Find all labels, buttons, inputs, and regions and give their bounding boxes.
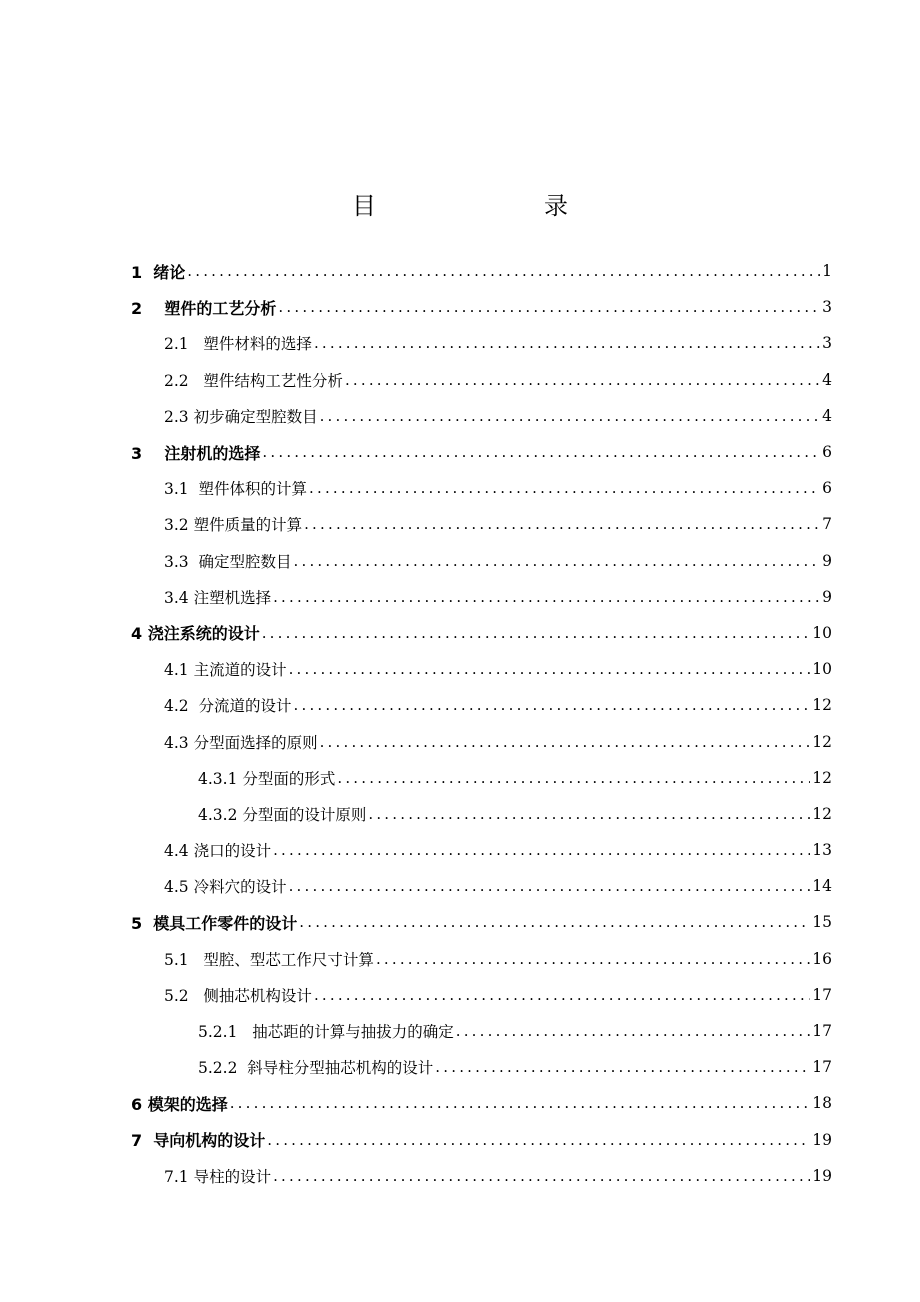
toc-entry-page-number: 17 — [812, 1058, 832, 1077]
toc-entry-title: 2.3 初步确定型腔数目 — [164, 407, 318, 426]
toc-entry-page-number: 18 — [812, 1094, 832, 1113]
toc-entry-title: 4.3.1 分型面的形式 — [198, 769, 336, 788]
toc-entry-title: 3.1 塑件体积的计算 — [164, 480, 308, 499]
toc-entry[interactable] — [0, 832, 920, 868]
toc-dot-leader — [187, 262, 820, 280]
toc-entry-page-number: 3 — [822, 334, 832, 353]
toc-entry[interactable] — [0, 470, 920, 506]
toc-entry[interactable] — [0, 651, 920, 687]
toc-entry-title: 5.1 型腔、型芯工作尺寸计算 — [164, 950, 374, 969]
toc-entry-title: 5.2.2 斜导柱分型抽芯机构的设计 — [198, 1059, 434, 1078]
toc-entry[interactable] — [0, 325, 920, 361]
toc-entry-title: 4.3.2 分型面的设计原则 — [198, 805, 367, 824]
toc-entry-title: 7 导向机构的设计 — [131, 1131, 266, 1151]
toc-entry-title: 4.2 分流道的设计 — [164, 697, 292, 716]
toc-dot-leader — [309, 479, 820, 497]
toc-entry-page-number: 12 — [812, 696, 832, 715]
toc-entry-title: 4.3 分型面选择的原则 — [164, 733, 318, 752]
toc-entry[interactable] — [0, 1122, 920, 1158]
toc-dot-leader — [289, 660, 811, 678]
toc-entry[interactable] — [0, 579, 920, 615]
toc-dot-leader — [294, 696, 811, 714]
toc-entry-title: 2 塑件的工艺分析 — [131, 298, 277, 318]
toc-entry-title: 3.2 塑件质量的计算 — [164, 516, 303, 535]
toc-dot-leader — [376, 950, 810, 968]
toc-entry-page-number: 12 — [812, 804, 832, 823]
toc-entry-title: 7.1 导柱的设计 — [164, 1167, 272, 1186]
toc-entry[interactable] — [0, 1085, 920, 1121]
toc-entry-page-number: 17 — [812, 985, 832, 1004]
toc-title: 目 录 — [352, 192, 608, 220]
toc-entry-page-number: 16 — [812, 949, 832, 968]
toc-entry[interactable] — [0, 904, 920, 940]
toc-entry-title: 3 注射机的选择 — [131, 443, 261, 463]
toc-dot-leader — [299, 913, 810, 931]
toc-dot-leader — [273, 841, 810, 859]
toc-dot-leader — [320, 407, 821, 425]
toc-entry[interactable] — [0, 868, 920, 904]
toc-entry-page-number: 9 — [822, 551, 832, 570]
toc-dot-leader — [456, 1022, 811, 1040]
toc-entry[interactable] — [0, 1049, 920, 1085]
toc-entry[interactable] — [0, 687, 920, 723]
toc-entry[interactable] — [0, 1158, 920, 1194]
toc-entry-title: 5.2 侧抽芯机构设计 — [164, 986, 312, 1005]
toc-entry[interactable] — [0, 289, 920, 325]
toc-entry-page-number: 15 — [812, 913, 832, 932]
toc-entry-title: 4.4 浇口的设计 — [164, 842, 272, 861]
toc-entry[interactable] — [0, 506, 920, 542]
toc-entry[interactable] — [0, 941, 920, 977]
toc-entry-page-number: 17 — [812, 1022, 832, 1041]
toc-entry-page-number: 6 — [822, 479, 832, 498]
toc-dot-leader — [294, 552, 821, 570]
toc-entry-page-number: 13 — [812, 841, 832, 860]
toc-entry[interactable] — [0, 760, 920, 796]
toc-entry-title: 4.1 主流道的设计 — [164, 661, 287, 680]
toc-entry-page-number: 9 — [822, 587, 832, 606]
toc-entry-page-number: 1 — [822, 262, 832, 281]
toc-dot-leader — [314, 986, 810, 1004]
toc-entry-page-number: 10 — [812, 623, 832, 642]
toc-entry-title: 6 模架的选择 — [131, 1094, 228, 1114]
toc-dot-leader — [320, 733, 811, 751]
toc-entry-title: 3.4 注塑机选择 — [164, 588, 272, 607]
toc-entry-title: 5.2.1 抽芯距的计算与抽拔力的确定 — [198, 1023, 454, 1042]
toc-entry-page-number: 4 — [822, 370, 832, 389]
toc-entry-page-number: 19 — [812, 1166, 832, 1185]
toc-entry[interactable] — [0, 796, 920, 832]
toc-dot-leader — [262, 624, 811, 642]
toc-entry[interactable] — [0, 543, 920, 579]
toc-entry-page-number: 12 — [812, 768, 832, 787]
toc-dot-leader — [435, 1058, 810, 1076]
toc-entry[interactable] — [0, 434, 920, 470]
toc-entry-title: 1 绪论 — [131, 262, 186, 282]
toc-entry-page-number: 6 — [822, 443, 832, 462]
toc-dot-leader — [337, 769, 810, 787]
toc-entry-title: 2.1 塑件材料的选择 — [164, 335, 312, 354]
toc-dot-leader — [368, 805, 810, 823]
table-of-contents — [0, 253, 920, 1194]
toc-entry[interactable] — [0, 362, 920, 398]
toc-entry[interactable] — [0, 615, 920, 651]
toc-dot-leader — [267, 1131, 810, 1149]
toc-entry[interactable] — [0, 977, 920, 1013]
toc-entry-page-number: 14 — [812, 877, 832, 896]
toc-entry-title: 4 浇注系统的设计 — [131, 624, 260, 644]
toc-entry-page-number: 3 — [822, 298, 832, 317]
toc-entry[interactable] — [0, 398, 920, 434]
toc-dot-leader — [304, 515, 820, 533]
toc-entry-page-number: 7 — [822, 515, 832, 534]
toc-entry-page-number: 4 — [822, 406, 832, 425]
toc-entry-title: 3.3 确定型腔数目 — [164, 552, 292, 571]
toc-entry-title: 4.5 冷料穴的设计 — [164, 878, 287, 897]
toc-dot-leader — [289, 877, 811, 895]
toc-dot-leader — [230, 1094, 811, 1112]
toc-entry[interactable] — [0, 723, 920, 759]
toc-entry-page-number: 19 — [812, 1130, 832, 1149]
toc-entry[interactable] — [0, 253, 920, 289]
toc-entry-title: 5 模具工作零件的设计 — [131, 913, 298, 933]
toc-entry-title: 2.2 塑件结构工艺性分析 — [164, 371, 343, 390]
toc-dot-leader — [273, 1167, 810, 1185]
toc-entry[interactable] — [0, 1013, 920, 1049]
toc-entry-page-number: 10 — [812, 660, 832, 679]
toc-entry-page-number: 12 — [812, 732, 832, 751]
toc-dot-leader — [314, 334, 820, 352]
toc-dot-leader — [273, 588, 820, 606]
toc-dot-leader — [262, 443, 820, 461]
toc-dot-leader — [345, 371, 820, 389]
toc-dot-leader — [278, 298, 820, 316]
